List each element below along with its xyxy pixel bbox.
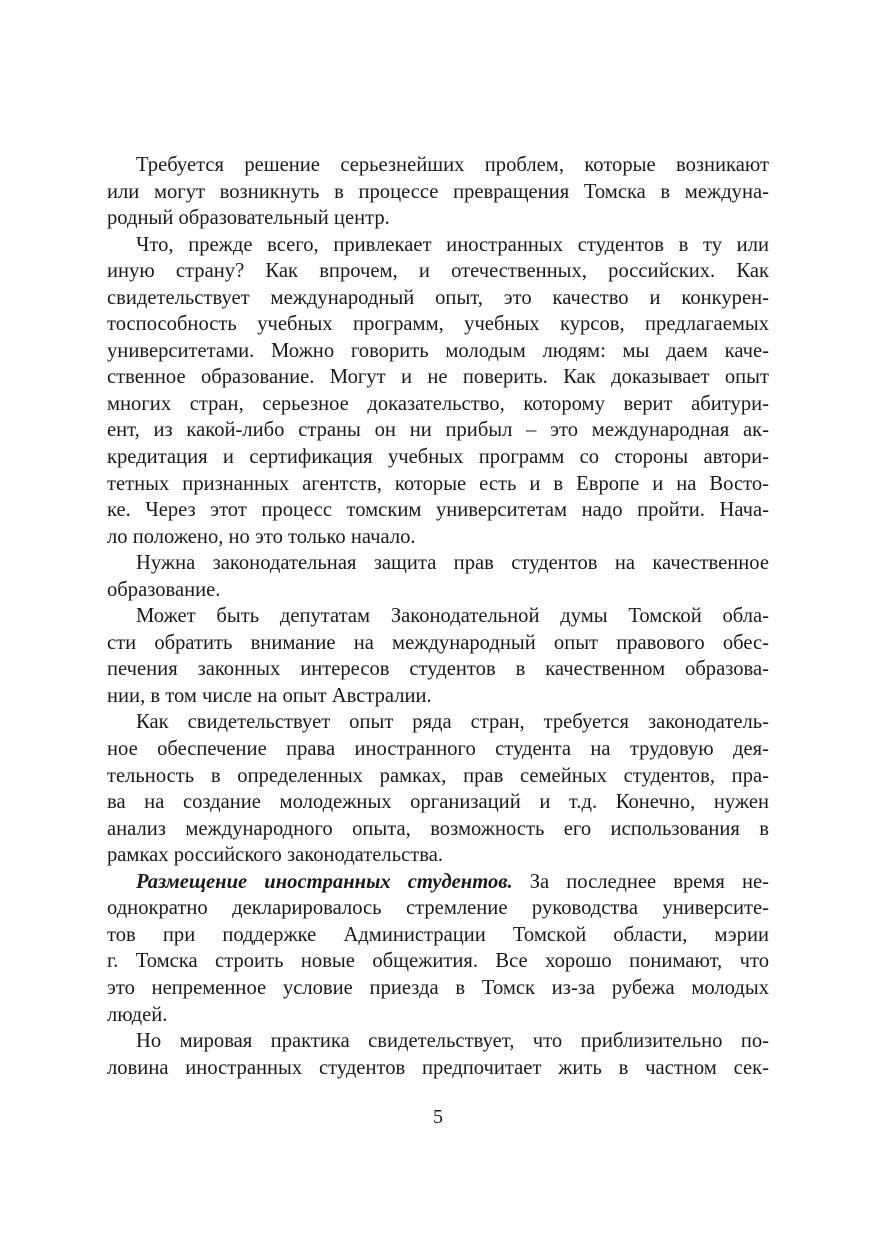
text-line [107, 869, 769, 896]
text-line: или могут возникнуть в процессе превращения Томска в междуна- [107, 180, 769, 203]
heading-line-continuation: За последнее время не- [512, 870, 769, 893]
text-line: людей. [107, 1003, 168, 1026]
paragraph [107, 603, 769, 709]
paragraph [107, 550, 769, 603]
text-line: ловина иностранных студентов предпочитает жить в частном сек- [107, 1056, 769, 1079]
text-line: Нужна законодательная защита прав студентов на качественное [136, 552, 769, 575]
text-line: образование. [107, 578, 221, 601]
text-line: сти обратить внимание на международный опыт правового обес- [107, 631, 769, 654]
text-line: ва на создание молодежных организаций и т.д. Конечно, нужен [107, 791, 769, 814]
text-line: печения законных интересов студентов в качественном образова- [107, 658, 769, 681]
text-line: г. Томска строить новые общежития. Все хорошо понимают, что [107, 950, 769, 973]
text-line: нии, в том числе на опыт Австралии. [107, 684, 432, 707]
text-line: тоспособность учебных программ, учебных курсов, предлагаемых [107, 313, 769, 336]
text-line: это непременное условие приезда в Томск из-за рубежа молодых [107, 976, 769, 999]
text-line: ке. Через этот процесс томским университетам надо пройти. Нача- [107, 499, 769, 522]
text-line: рамках российского законодательства. [107, 844, 443, 867]
text-line: анализ международного опыта, возможность его использования в [107, 817, 769, 840]
page-number: 5 [433, 1106, 443, 1128]
text-line: свидетельствует международный опыт, это качество и конкурен- [107, 286, 769, 309]
paragraph [107, 1028, 769, 1081]
paragraph [107, 709, 769, 868]
section-heading: Размещение иностранных студентов. [136, 870, 513, 893]
text-line: университетами. Можно говорить молодым людям: мы даем каче- [107, 339, 769, 362]
text-line: тельность в определенных рамках, прав семейных студентов, пра- [107, 764, 769, 787]
text-line: ент, из какой-либо страны он ни прибыл – это международная ак- [107, 419, 769, 442]
text-line: тов при поддержке Администрации Томской области, мэрии [107, 923, 769, 946]
text-line: Как свидетельствует опыт ряда стран, требуется законодатель- [136, 711, 769, 734]
text-line: ственное образование. Могут и не поверить. Как доказывает опыт [107, 366, 769, 389]
paragraph [107, 232, 769, 551]
text-line: Требуется решение серьезнейших проблем, которые возникают [136, 154, 769, 176]
paragraph [107, 869, 769, 1028]
text-line: многих стран, серьезное доказательство, которому верит абитури- [107, 392, 769, 415]
text-line: ло положено, но это только начало. [107, 525, 416, 548]
paragraph [107, 152, 769, 232]
text-line: иную страну? Как впрочем, и отечественных, российских. Как [107, 260, 769, 283]
text-line: тетных признанных агентств, которые есть и в Европе и на Восто- [107, 472, 769, 495]
text-line: однократно декларировалось стремление руководства университе- [107, 897, 769, 920]
text-line: кредитация и сертификация учебных программ со стороны автори- [107, 446, 769, 469]
text-line: родный образовательный центр. [107, 207, 390, 230]
document-body [107, 152, 769, 1081]
text-line: ное обеспечение права иностранного студента на трудовую дея- [107, 738, 769, 761]
text-line: Что, прежде всего, привлекает иностранных студентов в ту или [136, 233, 769, 256]
text-line: Может быть депутатам Законодательной думы Томской обла- [136, 605, 769, 628]
text-line: Но мировая практика свидетельствует, что приблизительно по- [136, 1030, 769, 1053]
